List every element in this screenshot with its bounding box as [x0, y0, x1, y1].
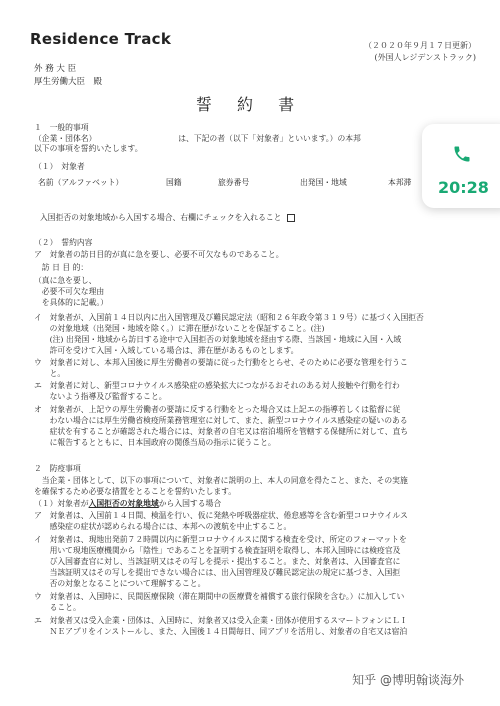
- section-2-intro-2: を確保するため必要な措置をとることを誓約いたします。: [34, 487, 237, 496]
- item-a: ア 対象者の訪日目的が真に急を要し、必要不可欠なものであること。: [34, 250, 284, 259]
- prevention-i-1: イ 対象者は、現地出発前７２時間以内に新型コロナウイルスに関する検査を受け、所定のフォーマットを: [34, 535, 407, 544]
- purpose-note-2: 必要不可欠な理由: [34, 287, 105, 296]
- prevention-u-1: ウ 対象者は、入国時に、民間医療保険（滞在期間中の医療費を補償する旅行保険を含む。）に加入してい: [34, 592, 405, 601]
- item-i-note-1: (注) 出発国・地域から訪日する途中で入国拒否の対象地域を経由する際、当該国・地域に入国・入域: [34, 335, 402, 344]
- item-o-4: に報告するとともに、日本国政府の関係当局の指示に従うこと。: [34, 438, 276, 447]
- section-1-heading: １ 一般的事項: [34, 123, 89, 132]
- item-i-note-2: 許可を受けて入国・入域している場合は、滞在歴があるものとします。: [34, 346, 299, 355]
- pledge-intro: 以下の事項を誓約いたします。: [34, 144, 143, 153]
- item-i-1: イ 対象者が、入国前１４日以内に出入国管理及び難民認定法（昭和２６年政令第３１９号）に基づく入国拒否: [34, 313, 424, 322]
- zhihu-watermark: 知乎 @博明翰谈海外: [352, 673, 464, 687]
- denied-area-checkbox[interactable]: [287, 214, 295, 222]
- prevention-i-3: び入国審査官に対し、当該証明又はその写しを提示・提出すること。また、対象者は、入国審査官に: [34, 557, 401, 566]
- item-o-2: わない場合には厚生労働省検疫所業務管理室に対して、また、新型コロナウイルス感染症の疑いのある: [34, 416, 408, 425]
- item-u-1: ウ 対象者に対し、本邦入国後に厚生労働者の要請に従った行動をとらせ、そのために必要な管理を行うこ: [34, 358, 408, 367]
- section-2-intro-1: 当企業・団体として、以下の事項について、対象者に説明の上、本人の同意を得たこと、また、その実施: [34, 476, 408, 485]
- addressee-health-minister: 厚生労働大臣 殿: [34, 77, 103, 87]
- col-name: 名前（アルファベット）: [38, 178, 124, 187]
- prevention-a-2: 感染症の症状が認められる場合には、本邦への渡航を中止すること。: [34, 522, 292, 531]
- prevention-e-1: エ 対象者又は受入企業・団体は、入国時に、対象者又は受入企業・団体が使用するスマートフォンにＬＩ: [34, 616, 408, 625]
- update-date: （２０２０年９月１７日更新）: [364, 41, 476, 50]
- prevention-u-2: ること。: [34, 603, 81, 612]
- company-line: （企業・団体名） は、下記の者（以下「対象者」といいます。）の本邦: [34, 134, 361, 143]
- col-passport: 旅券番号: [218, 178, 250, 187]
- phone-icon: [452, 144, 472, 164]
- call-overlay-widget[interactable]: [422, 124, 500, 208]
- prevention-a-1: ア 対象者は、入国前１４日間、検温を行い、仮に発熱や呼吸器症状、倦怠感等を含む新型コロナウイルス: [34, 511, 408, 520]
- purpose-note-3: を具体的に記載。）: [34, 298, 109, 307]
- document-header-title: Residence Track: [30, 30, 172, 48]
- subject-heading: （１） 対象者: [34, 162, 85, 171]
- prevention-i-2: 用いて現地医療機関から「陰性」であることを証明する検査証明を取得し、本邦入国時には検疫官及: [34, 546, 401, 555]
- prevention-i-5: 否の対象となることについて理解すること。: [34, 579, 206, 588]
- call-timer: 20:28: [438, 178, 489, 197]
- denied-area-text: 入国拒否の対象地域から入国する場合、右欄にチェックを入れること: [40, 213, 282, 222]
- pledge-title: 誓 約 書: [195, 95, 305, 114]
- col-nationality: 国籍: [166, 178, 182, 187]
- item-i-2: の対象地域（出発国・地域を除く。）に滞在歴がないことを保証すること。(注): [34, 324, 325, 333]
- purpose-note-1: （真に急を要し、: [34, 276, 97, 285]
- addressee-foreign-minister: 外 務 大 臣: [34, 64, 77, 74]
- track-subtitle: (外国人レジデンストラック): [374, 53, 476, 62]
- denied-area-check-line: [40, 213, 295, 223]
- item-u-2: と。: [34, 369, 66, 378]
- section-2-sub-1: [34, 499, 221, 509]
- item-e-1: エ 対象者に対し、新型コロナウイルス感染症の感染拡大につながるおそれのある対人接触や行動を行わ: [34, 381, 400, 390]
- item-o-3: 症状を有することが確認された場合には、対象者の自宅又は宿泊場所を管轄する保健所に対して、直ち: [34, 427, 409, 436]
- section-2-sub-1-prefix: （１）対象者が: [34, 499, 89, 508]
- purpose-label: 訪 日 目 的：: [34, 263, 89, 272]
- prevention-i-4: 当該証明又はその写しを提出できない場合には、出入国管理及び難民認定法の規定に基づき、入国拒: [34, 568, 401, 577]
- section-2-heading: ２ 防疫事項: [34, 464, 81, 473]
- prevention-e-2: ＮＥアプリをインストールし、また、入国後１４日間毎日、同アプリを活用し、対象者の自宅又は宿泊: [34, 627, 408, 636]
- pledge-content-heading: （２） 誓約内容: [34, 238, 93, 247]
- col-departure: 出発国・地域: [300, 178, 347, 187]
- item-o-1: オ 対象者が、上記ウの厚生労働者の要請に反する行動をとった場合又は上記エの指導若しくは監督に従: [34, 405, 401, 414]
- denied-area-underlined: 入国拒否の対象地域: [88, 499, 159, 508]
- col-stay: 本邦滞: [388, 178, 412, 187]
- item-e-2: ないよう指導及び監督すること。: [34, 392, 167, 401]
- section-2-sub-1-suffix: から入国する場合: [158, 499, 222, 508]
